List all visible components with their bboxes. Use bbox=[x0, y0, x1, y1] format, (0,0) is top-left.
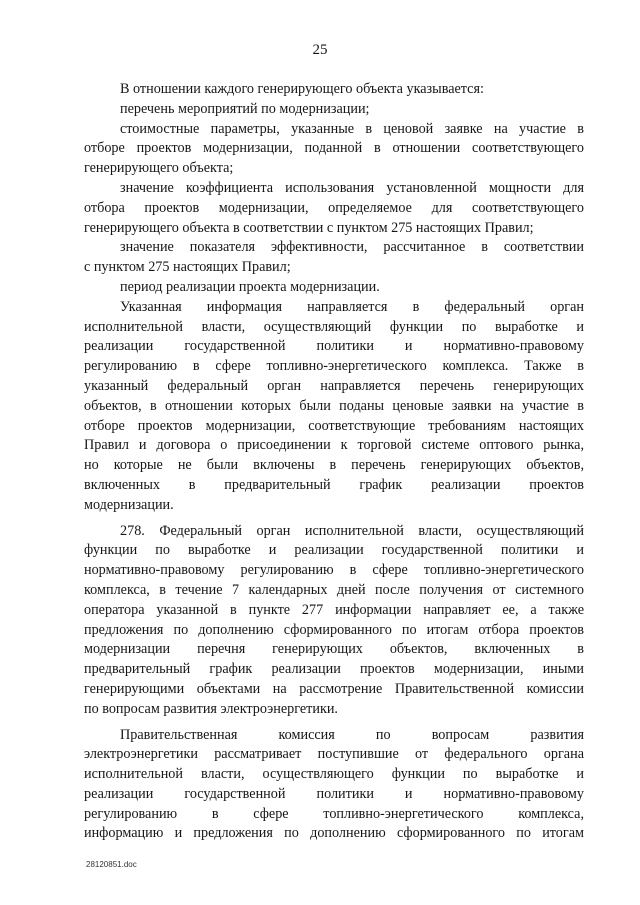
text-line: но которые не были включены в перечень генерирующих объектов, bbox=[84, 457, 584, 474]
text-line: период реализации проекта модернизации. bbox=[120, 278, 380, 295]
text-line: комплекса, в течение 7 календарных дней после получения от системного bbox=[84, 581, 584, 598]
text-line: генерирующими объектами на рассмотрение Правительственной комиссии bbox=[84, 680, 584, 697]
text-line: Указанная информация направляется в федеральный орган bbox=[120, 298, 584, 315]
text-line: по вопросам развития электроэнергетики. bbox=[84, 700, 338, 717]
text-line: генерирующего объекта; bbox=[84, 160, 234, 177]
text-line: с пунктом 275 настоящих Правил; bbox=[84, 259, 291, 276]
text-line: отбора проектов модернизации, определяемое для соответствующего bbox=[84, 199, 584, 216]
page-number: 25 bbox=[312, 42, 328, 58]
text-line: отборе проектов модернизации, соответствующие требованиям настоящих bbox=[84, 417, 584, 434]
text-line: регулированию в сфере топливно-энергетического комплекса. Также в bbox=[84, 358, 584, 375]
text-line: генерирующего объекта в соответствии с пунктом 275 настоящих Правил; bbox=[84, 219, 534, 236]
text-line: исполнительной власти, осуществляющего функции по выработке и bbox=[84, 766, 584, 783]
text-line: включенных в предварительный график реализации проектов bbox=[84, 476, 584, 493]
text-line: реализации государственной политики и нормативно-правовому bbox=[84, 785, 584, 802]
footer-filename: 28120851.doc bbox=[86, 860, 137, 869]
text-line: регулированию в сфере топливно-энергетического комплекса, bbox=[84, 805, 584, 822]
text-line: нормативно-правовому регулированию в сфере топливно-энергетического bbox=[84, 562, 584, 579]
text-line: В отношении каждого генерирующего объекта указывается: bbox=[120, 81, 484, 97]
text-line: модернизации. bbox=[84, 496, 174, 513]
text-line: информацию и предложения по дополнению сформированного по итогам bbox=[84, 825, 584, 842]
text-line: отборе проектов модернизации, поданной в отношении соответствующего bbox=[84, 140, 584, 157]
text-line: Правительственная комиссия по вопросам развития bbox=[120, 726, 584, 743]
text-line: объектов, в отношении которых были поданы ценовые заявки на участие в bbox=[84, 397, 584, 414]
text-line: функции по выработке и реализации государственной политики и bbox=[84, 542, 584, 559]
text-line: предложения по дополнению сформированного по итогам отбора проектов bbox=[84, 621, 584, 638]
document-body bbox=[84, 80, 584, 844]
text-line: оператора указанной в пункте 277 информации направляет ее, а также bbox=[84, 601, 584, 618]
text-line: перечень мероприятий по модернизации; bbox=[120, 100, 370, 117]
text-line: значение коэффициента использования установленной мощности для bbox=[120, 179, 584, 196]
text-line: реализации государственной политики и нормативно-правовому bbox=[84, 338, 584, 355]
text-line: указанный федеральный орган направляется перечень генерирующих bbox=[84, 377, 584, 394]
text-line: электроэнергетики рассматривает поступившие от федерального органа bbox=[84, 746, 584, 763]
text-line: Правил и договора о присоединении к торговой системе оптового рынка, bbox=[84, 437, 584, 454]
text-line: стоимостные параметры, указанные в ценовой заявке на участие в bbox=[120, 120, 584, 137]
text-line: значение показателя эффективности, рассчитанное в соответствии bbox=[120, 239, 584, 256]
text-line: 278. Федеральный орган исполнительной власти, осуществляющий bbox=[120, 522, 584, 539]
text-line: модернизации перечня генерирующих объектов, включенных в bbox=[84, 641, 584, 658]
text-line: исполнительной власти, осуществляющий функции по выработке и bbox=[84, 318, 584, 335]
text-line: предварительный график реализации проектов модернизации, иными bbox=[84, 661, 584, 678]
